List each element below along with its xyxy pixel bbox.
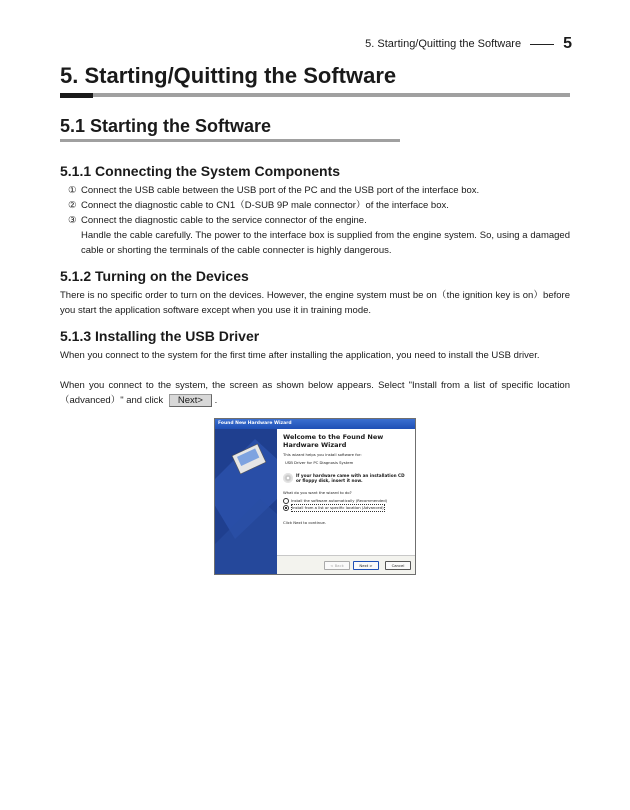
wizard-intro: This wizard helps you install software for:	[283, 452, 362, 457]
connection-steps	[68, 183, 570, 258]
step-text: Connect the USB cable between the USB port of the PC and the USB port of the interface box.	[81, 185, 480, 196]
radio-install-from-list[interactable]	[283, 504, 409, 512]
chapter-rule	[60, 93, 570, 97]
found-new-hardware-wizard-screenshot	[214, 418, 416, 575]
subsection-title-connecting: 5.1.1 Connecting the System Components	[60, 163, 341, 179]
step-number: ②	[68, 200, 77, 211]
wizard-cd-text: If your hardware came with an installation CD or floppy disk, insert it now.	[296, 473, 405, 483]
radio-label[interactable]: Install the software automatically (Recommended)	[291, 498, 388, 503]
page-number: 5	[563, 35, 572, 52]
wizard-continue-text: Click Next to continue.	[283, 520, 327, 525]
back-button[interactable]: < Back	[324, 561, 350, 570]
wizard-cd-prompt	[283, 473, 409, 483]
next-button-reference: Next>	[169, 394, 212, 407]
wizard-titlebar: Found New Hardware Wizard	[215, 419, 415, 429]
step-item	[68, 198, 570, 213]
sentence-end: .	[214, 395, 218, 406]
chapter-title: 5. Starting/Quitting the Software	[60, 63, 397, 88]
section-title: 5.1 Starting the Software	[60, 116, 272, 136]
wizard-device-name: USB Driver for PC Diagnosis System	[285, 460, 354, 465]
usb-driver-text-1: When you connect to the system for the first time after installing the application, you need to install the USB driver.	[60, 350, 540, 361]
wizard-button-bar	[277, 555, 415, 574]
wizard-side-banner	[215, 429, 277, 574]
wizard-hardware-graphic	[215, 429, 277, 574]
step-caution-note: Handle the cable carefully. The power to the interface box is supplied from the engine system. So, using a damaged cable or shorting the terminals of the cable connecter is highly dangerous.	[81, 230, 570, 256]
usb-driver-text-2	[60, 378, 570, 408]
subsection-title-usb-driver: 5.1.3 Installing the USB Driver	[60, 328, 260, 344]
step-text: Connect the diagnostic cable to the service connector of the engine.	[81, 215, 367, 226]
step-item	[68, 213, 570, 228]
wizard-heading: Welcome to the Found New Hardware Wizard	[283, 433, 384, 449]
step-item	[68, 183, 570, 198]
cd-icon	[283, 473, 293, 483]
usb-driver-instruction: When you connect to the system, the screen as shown below appears. Select "Install from a list of specific location（advanced）" and click	[60, 380, 570, 406]
cancel-button[interactable]: Cancel	[385, 561, 411, 570]
running-header	[365, 35, 572, 53]
step-number: ①	[68, 185, 77, 196]
step-number: ③	[68, 215, 77, 226]
subsection-title-turning-on: 5.1.2 Turning on the Devices	[60, 268, 249, 284]
chapter-rule-accent	[60, 93, 93, 98]
next-button[interactable]: Next >	[353, 561, 379, 570]
header-title: 5. Starting/Quitting the Software	[365, 38, 522, 50]
wizard-content	[277, 429, 415, 556]
radio-label[interactable]: Install from a list or specific location (Advanced)	[292, 505, 384, 510]
turning-on-text: There is no specific order to turn on the devices. However, the engine system must be on（the ignition key is on）before you start the application software except when you use it in training mode.	[60, 290, 570, 316]
radio-selected-icon[interactable]	[283, 505, 289, 511]
step-text: Connect the diagnostic cable to CN1（D-SUB 9P male connector）of the interface box.	[81, 200, 449, 211]
radio-icon[interactable]	[283, 498, 289, 504]
wizard-question: What do you want the wizard to do?	[283, 490, 352, 495]
header-rule	[530, 44, 554, 45]
section-rule	[60, 139, 400, 142]
